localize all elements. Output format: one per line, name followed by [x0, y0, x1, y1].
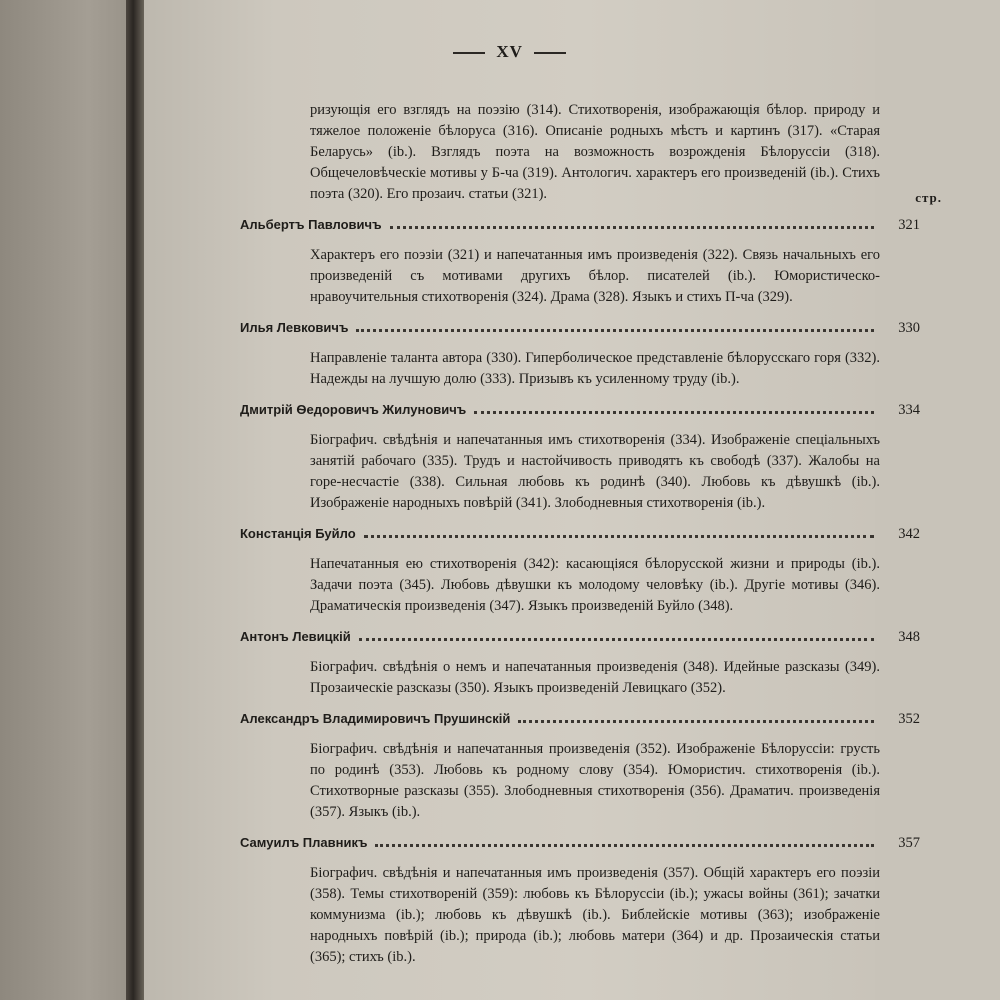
toc-entry — [240, 402, 920, 514]
entry-heading — [240, 526, 920, 548]
entry-heading — [240, 320, 920, 342]
author-name: Антонъ Левицкій — [240, 629, 351, 644]
author-name: Дмитрій Ѳедоровичъ Жилуновичъ — [240, 402, 467, 417]
author-name: Илья Левковичъ — [240, 320, 349, 335]
author-name: Самуилъ Плавникъ — [240, 835, 368, 850]
toc-entry — [240, 526, 920, 617]
header-dash-right — [534, 52, 566, 54]
page-number-header — [144, 42, 875, 62]
entry-page-number: 342 — [898, 526, 920, 542]
author-name: Констанція Буйло — [240, 526, 356, 541]
dot-leader — [359, 638, 874, 641]
dot-leader — [364, 535, 874, 538]
intro-text: ризующія его взглядъ на поэзію (314). Стихотворенія, изображающія бѣлор. природу и тяжелое положеніе бѣлоруса (316). Описаніе родныхъ мѣстъ и картинъ (317). «Старая Беларусь» (ib.). Взглядъ поэта на возможность возрожденія Бѣлоруссіи (318). Общечеловѣческіе мотивы у Б-ча (319). Антологич. характеръ его произведеній (ib.). Стихъ поэта (320). Его прозаич. статьи (321). — [310, 102, 880, 202]
entry-heading — [240, 629, 920, 651]
entry-description — [240, 554, 880, 617]
author-name: Александръ Владимировичъ Прушинскій — [240, 711, 511, 726]
dot-leader — [356, 329, 874, 332]
entry-page-number: 348 — [898, 629, 920, 645]
toc-entry — [240, 320, 920, 390]
entry-description — [240, 430, 880, 514]
page-column-label: стр. — [915, 190, 942, 205]
entry-description-text: Направленіе таланта автора (330). Гиперболическое представленіе бѣлорусскаго горя (332). Надежды на лучшую долю (333). Призывъ къ усиленному труду (ib.). — [310, 350, 880, 387]
entry-page-number: 330 — [898, 320, 920, 336]
dot-leader — [390, 226, 874, 229]
toc-entry — [240, 835, 920, 968]
entry-heading — [240, 835, 920, 857]
table-of-contents — [240, 100, 942, 980]
entry-page-number: 321 — [898, 217, 920, 233]
entry-page-number: 334 — [898, 402, 920, 418]
header-dash-left — [453, 52, 485, 54]
entry-description-text: Характеръ его поэзіи (321) и напечатанныя имъ произведенія (322). Связь начальныхъ его произведеній съ мотивами другихъ бѣлор. писателей (ib.). Юмористическо-нравоучительныя стихотворенія (324). Драма (328). Языкъ и стихъ П-ча (329). — [310, 247, 880, 305]
toc-entry — [240, 711, 920, 823]
entry-heading — [240, 217, 920, 239]
author-name: Альбертъ Павловичъ — [240, 217, 382, 232]
book-page — [144, 0, 942, 1000]
entry-description — [240, 863, 880, 968]
entry-heading — [240, 711, 920, 733]
entry-description-text: Біографич. свѣдѣнія и напечатанныя произведенія (352). Изображеніе Бѣлоруссіи: грусть по родинѣ (353). Любовь къ родному слову (354). Юмористич. стихотворенія (ib.). Стихотворные разсказы (355). Злободневныя стихотворенія (356). Драматич. произведенія (357). Языкъ (ib.). — [310, 741, 880, 820]
entry-description-text: Біографич. свѣдѣнія о немъ и напечатанныя произведенія (348). Идейные разсказы (349). Прозаическіе разсказы (350). Языкъ произведеній Левицкаго (352). — [310, 659, 880, 696]
entry-description — [240, 348, 880, 390]
entry-description-text: Напечатанныя ею стихотворенія (342): касающіяся бѣлорусской жизни и природы (ib.). Задачи поэта (345). Любовь дѣвушки къ молодому человѣку (ib.). Другіе мотивы (346). Драматическія произведенія (347). Языкъ произведеній Буйло (348). — [310, 556, 880, 614]
intro-paragraph — [240, 100, 880, 205]
entry-page-number: 352 — [898, 711, 920, 727]
page-number: XV — [496, 42, 523, 61]
dot-leader — [474, 411, 874, 414]
dot-leader — [375, 844, 874, 847]
entry-list — [240, 217, 920, 968]
entry-heading — [240, 402, 920, 424]
adjacent-left-page — [0, 0, 126, 1000]
entry-description-text: Біографич. свѣдѣнія и напечатанныя имъ произведенія (357). Общій характеръ его поэзіи (358). Темы стихотвореній (359): любовь къ Бѣлоруссіи (ib.); ужасы войны (361); зачатки коммунизма (ib.); любовь къ дѣвушкѣ (ib.). Библейскіе мотивы (363); изображеніе народныхъ повѣрій (ib.); природа (ib.); любовь матери (364) и др. Прозаическія статьи (365); стихъ (ib.). — [310, 865, 880, 965]
entry-description — [240, 739, 880, 823]
dot-leader — [518, 720, 874, 723]
toc-entry — [240, 629, 920, 699]
entry-description — [240, 245, 880, 308]
entry-description-text: Біографич. свѣдѣнія и напечатанныя имъ стихотворенія (334). Изображеніе спеціальныхъ занятій рабочаго (335). Трудъ и настойчивость приводятъ къ свободѣ (337). Жалобы на горе-несчастіе (338). Сильная любовь къ родинѣ (340). Любовь къ дѣвушкѣ (ib.). Изображеніе народныхъ повѣрій (341). Злободневныя стихотворенія (ib.). — [310, 432, 880, 511]
book-spine-gutter — [126, 0, 144, 1000]
entry-description — [240, 657, 880, 699]
toc-entry — [240, 217, 920, 308]
entry-page-number: 357 — [898, 835, 920, 851]
